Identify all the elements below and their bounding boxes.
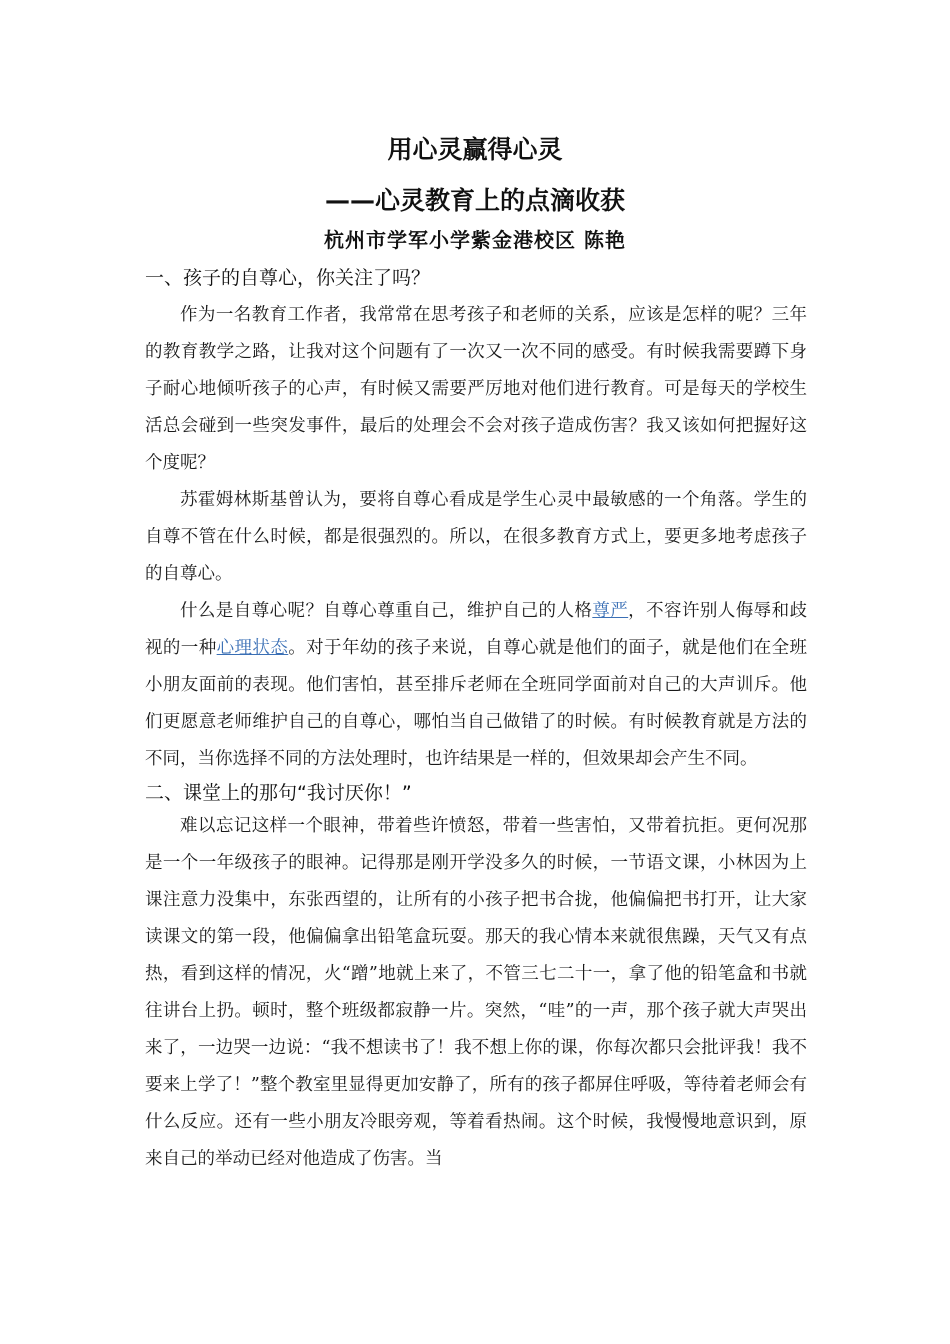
paragraph-text: 。对于年幼的孩子来说，自尊心就是他们的面子，就是他们在全班小朋友面前的表现。他们害怕，甚至排斥老师在全班同学面前对自己的大声训斥。他们更愿意老师维护自己的自尊心，哪怕当自己做错了的时候。有时候教育就是方法的不同，当你选择不同的方法处理时，也许结果是一样的，但效果却会产生不同。 (145, 638, 808, 769)
section-1-paragraph-3 (145, 593, 807, 778)
author-line: 杭州市学军小学紫金港校区 陈艳 (324, 228, 626, 252)
link-dignity[interactable]: 尊严 (592, 601, 629, 621)
section-2-paragraph-1: 难以忘记这样一个眼神，带着些许愤怒，带着一些害怕，又带着抗拒。更何况那是一个一年级孩子的眼神。记得那是刚开学没多久的时候，一节语文课，小林因为上课注意力没集中，东张西望的，让所有的小孩子把书合拢，他偏偏把书打开，让大家读课文的第一段，他偏偏拿出铅笔盒玩耍。那天的我心情本来就很焦躁，天气又有点热，看到这样的情况，火“蹭”地就上来了，不管三七二十一，拿了他的铅笔盒和书就往讲台上扔。顿时，整个班级都寂静一片。突然，“哇”的一声，那个孩子就大声哭出来了，一边哭一边说：“我不想读书了！我不想上你的课，你每次都只会批评我！我不要来上学了！”整个教室里显得更加安静了，所有的孩子都屏住呼吸，等待着老师会有什么反应。还有一些小朋友冷眼旁观，等着看热闹。这个时候，我慢慢地意识到，原来自己的举动已经对他造成了伤害。当 (145, 816, 807, 1169)
section-1-paragraph-2: 苏霍姆林斯基曾认为，要将自尊心看成是学生心灵中最敏感的一个角落。学生的自尊不管在什么时候，都是很强烈的。所以，在很多教育方式上，要更多地考虑孩子的自尊心。 (145, 490, 807, 584)
section-1-paragraph-1: 作为一名教育工作者，我常常在思考孩子和老师的关系，应该是怎样的呢？三年的教育教学之路，让我对这个问题有了一次又一次不同的感受。有时候我需要蹲下身子耐心地倾听孩子的心声，有时候又需要严厉地对他们进行教育。可是每天的学校生活总会碰到一些突发事件，最后的处理会不会对孩子造成伤害？我又该如何把握好这个度呢？ (145, 305, 807, 473)
section-2-heading: 二、课堂上的那句“我讨厌你！” (145, 782, 412, 804)
paragraph-text: ，不容许别人侮辱和歧视的一种 (145, 601, 808, 658)
document-title: 用心灵赢得心灵 (387, 135, 563, 164)
section-1-heading: 一、孩子的自尊心，你关注了吗？ (145, 267, 431, 289)
document-body (145, 260, 807, 1178)
paragraph-text: 什么是自尊心呢？自尊心尊重自己，维护自己的人格 (180, 601, 593, 621)
link-mental-state[interactable]: 心理状态 (216, 638, 289, 658)
document-subtitle: ——心灵教育上的点滴收获 (324, 186, 625, 215)
